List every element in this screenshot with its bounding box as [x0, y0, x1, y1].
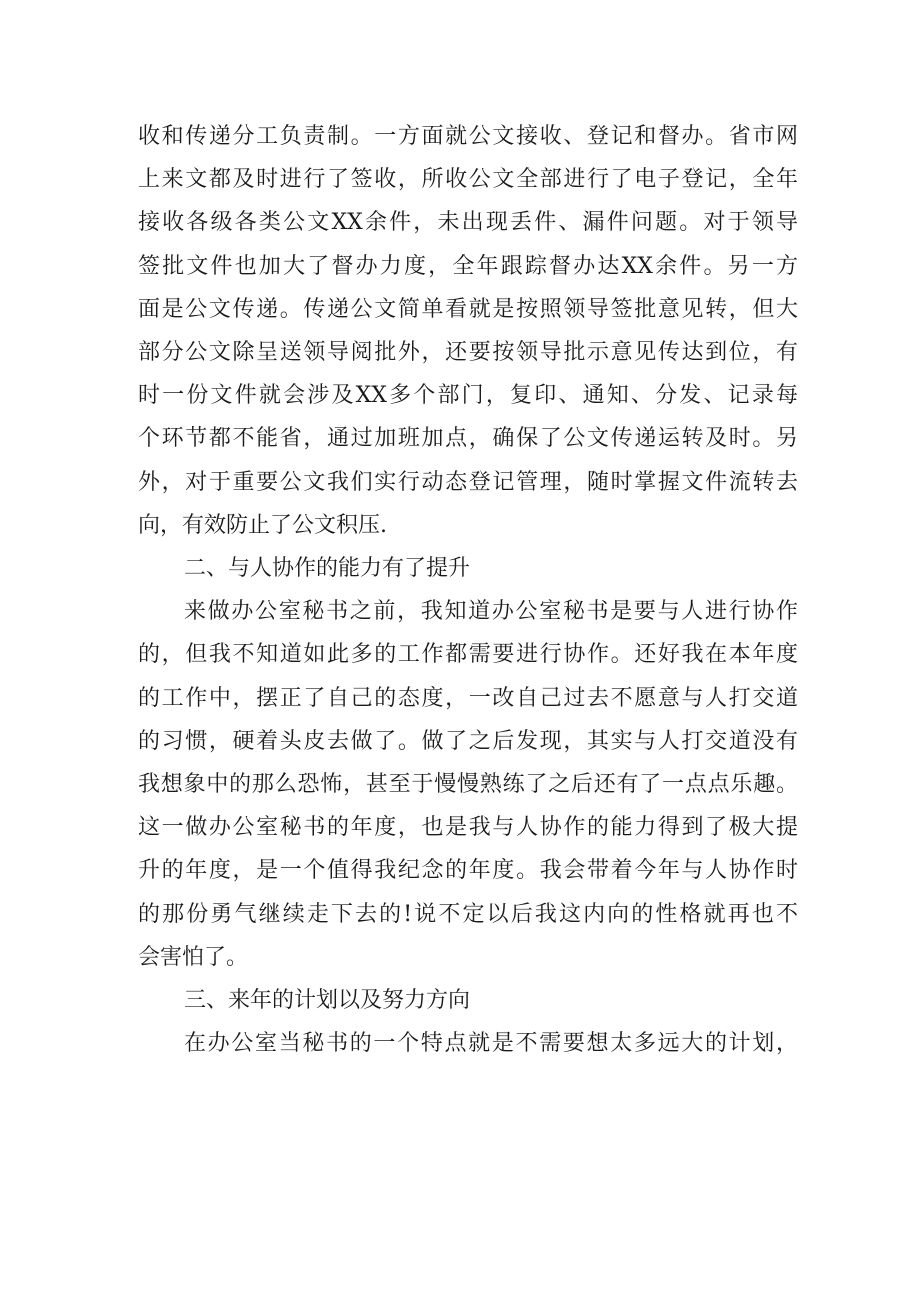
- text-line: 我想象中的那么恐怖，甚至于慢慢熟练了之后还有了一点点乐趣。: [138, 772, 798, 797]
- text-line: 签批文件也加大了督办力度，全年跟踪督办达XX余件。另一方: [138, 254, 798, 279]
- text-line: 时一份文件就会涉及XX多个部门，复印、通知、分发、记录每: [138, 383, 798, 408]
- text-line: 接收各级各类公文XX余件，未出现丢件、漏件问题。对于领导: [138, 210, 798, 235]
- text-line: 的工作中，摆正了自己的态度，一改自己过去不愿意与人打交道: [138, 686, 798, 711]
- text-line: 个环节都不能省，通过加班加点，确保了公文传递运转及时。另: [138, 426, 798, 451]
- text-line: 向，有效防止了公文积压.: [138, 513, 387, 538]
- text-line: 部分公文除呈送领导阅批外，还要按领导批示意见传达到位，有: [138, 340, 798, 365]
- text-line: 的那份勇气继续走下去的!说不定以后我这内向的性格就再也不: [138, 902, 798, 927]
- paragraph-heading-or-start-line: 在办公室当秘书的一个特点就是不需要想太多远大的计划，: [184, 1031, 798, 1056]
- text-line: 上来文都及时进行了签收，所收公文全部进行了电子登记，全年: [138, 167, 798, 192]
- text-line: 外，对于重要公文我们实行动态登记管理，随时掌握文件流转去: [138, 470, 798, 495]
- text-line: 这一做办公室秘书的年度，也是我与人协作的能力得到了极大提: [138, 815, 798, 840]
- paragraph-heading-or-start-line: 二、与人协作的能力有了提升: [184, 556, 471, 581]
- text-line: 收和传递分工负责制。一方面就公文接收、登记和督办。省市网: [138, 124, 798, 149]
- paragraph-heading-or-start-line: 来做办公室秘书之前，我知道办公室秘书是要与人进行协作: [184, 599, 798, 624]
- text-line: 升的年度，是一个值得我纪念的年度。我会带着今年与人协作时: [138, 858, 798, 883]
- text-line: 面是公文传递。传递公文简单看就是按照领导签批意见转，但大: [138, 297, 798, 322]
- text-line: 会害怕了。: [138, 945, 249, 970]
- paragraph-heading-or-start-line: 三、来年的计划以及努力方向: [184, 988, 471, 1013]
- text-line: 的，但我不知道如此多的工作都需要进行协作。还好我在本年度: [138, 642, 798, 667]
- text-line: 的习惯，硬着头皮去做了。做了之后发现，其实与人打交道没有: [138, 729, 798, 754]
